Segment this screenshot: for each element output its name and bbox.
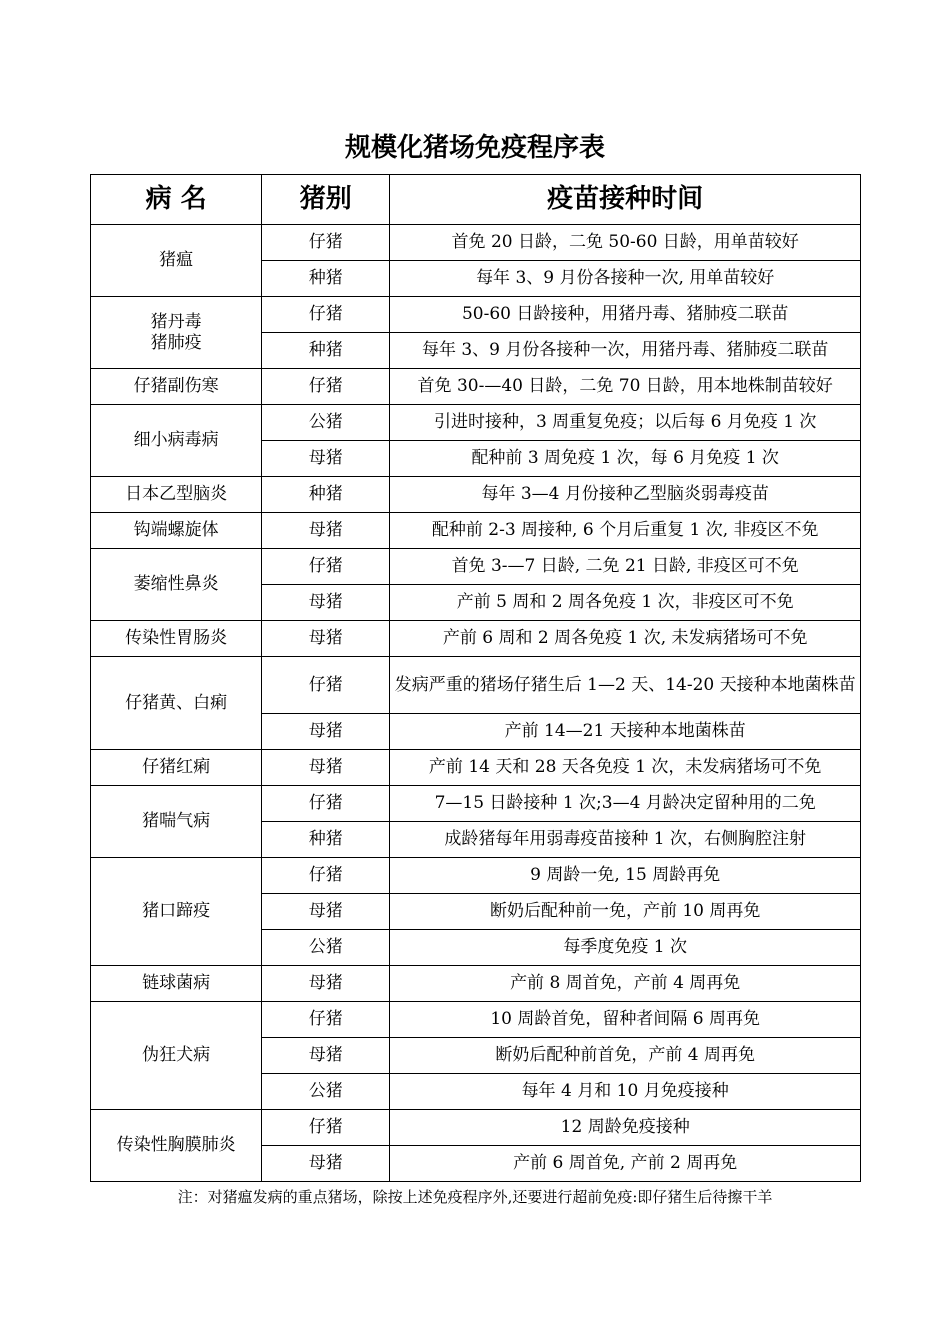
vaccination-time-cell: 9 周龄一免, 15 周龄再免 <box>390 858 861 894</box>
disease-name: 猪瘟 <box>159 250 194 270</box>
pig-type-cell: 种猪 <box>262 477 390 513</box>
disease-name: 猪丹毒 <box>150 311 202 332</box>
disease-name-cell <box>91 786 262 858</box>
pig-type-cell: 仔猪 <box>262 858 390 894</box>
page-title: 规模化猪场免疫程序表 <box>344 133 605 163</box>
vaccination-time-cell: 每年 3、9 月份各接种一次, 用单苗较好 <box>390 261 861 297</box>
vaccination-time-cell: 产前 6 周和 2 周各免疫 1 次, 未发病猪场可不免 <box>390 621 861 657</box>
pig-type-cell: 仔猪 <box>262 297 390 333</box>
pig-type-cell: 母猪 <box>262 714 390 750</box>
pig-type-cell: 母猪 <box>262 894 390 930</box>
vaccination-time-cell: 断奶后配种前一免，产前 10 周再免 <box>390 894 861 930</box>
immunization-table <box>90 174 861 1182</box>
pig-type-cell: 仔猪 <box>262 786 390 822</box>
pig-type-cell: 仔猪 <box>262 1002 390 1038</box>
vaccination-time-cell: 发病严重的猪场仔猪生后 1—2 天、14-20 天接种本地菌株苗 <box>390 657 861 714</box>
disease-name-cell <box>91 1110 262 1182</box>
disease-name: 萎缩性鼻炎 <box>133 574 219 594</box>
table-row <box>91 297 861 333</box>
table-row <box>91 369 861 405</box>
disease-name-cell <box>91 297 262 369</box>
pig-type-cell: 仔猪 <box>262 225 390 261</box>
table-row <box>91 225 861 261</box>
vaccination-time-cell: 成龄猪每年用弱毒疫苗接种 1 次，右侧胸腔注射 <box>390 822 861 858</box>
pig-type-cell: 母猪 <box>262 621 390 657</box>
disease-name-cell <box>91 858 262 966</box>
table-row <box>91 513 861 549</box>
vaccination-time-cell: 产前 14—21 天接种本地菌株苗 <box>390 714 861 750</box>
disease-name-cell <box>91 477 262 513</box>
header-vaccination-time: 疫苗接种时间 <box>390 175 861 225</box>
pig-type-cell: 母猪 <box>262 966 390 1002</box>
table-row <box>91 657 861 714</box>
table-row <box>91 786 861 822</box>
table-row <box>91 1002 861 1038</box>
pig-type-cell: 仔猪 <box>262 549 390 585</box>
disease-name-cell <box>91 621 262 657</box>
vaccination-time-cell: 断奶后配种前首免，产前 4 周再免 <box>390 1038 861 1074</box>
disease-name: 传染性胸膜肺炎 <box>116 1135 236 1155</box>
vaccination-time-cell: 产前 5 周和 2 周各免疫 1 次，非疫区可不免 <box>390 585 861 621</box>
vaccination-time-cell: 12 周龄免疫接种 <box>390 1110 861 1146</box>
vaccination-time-cell: 配种前 3 周免疫 1 次，每 6 月免疫 1 次 <box>390 441 861 477</box>
table-row <box>91 549 861 585</box>
table-row <box>91 477 861 513</box>
pig-type-cell: 仔猪 <box>262 1110 390 1146</box>
disease-name-cell <box>91 405 262 477</box>
pig-type-cell: 公猪 <box>262 405 390 441</box>
vaccination-time-cell: 7—15 日龄接种 1 次;3—4 月龄决定留种用的二免 <box>390 786 861 822</box>
disease-name: 仔猪红痢 <box>142 757 211 777</box>
pig-type-cell: 种猪 <box>262 261 390 297</box>
table-row <box>91 405 861 441</box>
header-disease: 病 名 <box>91 175 262 225</box>
vaccination-time-cell: 配种前 2-3 周接种, 6 个月后重复 1 次, 非疫区不免 <box>390 513 861 549</box>
table-row <box>91 750 861 786</box>
disease-name-cell <box>91 966 262 1002</box>
pig-type-cell: 母猪 <box>262 441 390 477</box>
vaccination-time-cell: 每年 3、9 月份各接种一次，用猪丹毒、猪肺疫二联苗 <box>390 333 861 369</box>
pig-type-cell: 公猪 <box>262 1074 390 1110</box>
vaccination-time-cell: 引进时接种，3 周重复免疫；以后每 6 月免疫 1 次 <box>390 405 861 441</box>
disease-name-cell <box>91 369 262 405</box>
disease-name: 伪狂犬病 <box>142 1045 211 1065</box>
disease-name: 猪口蹄疫 <box>142 901 211 921</box>
footnote: 注：对猪瘟发病的重点猪场，除按上述免疫程序外,还要进行超前免疫:即仔猪生后待擦干羊 <box>177 1188 773 1206</box>
disease-name: 猪肺疫 <box>150 332 202 353</box>
vaccination-time-cell: 产前 6 周首免, 产前 2 周再免 <box>390 1146 861 1182</box>
disease-name: 仔猪副伤寒 <box>133 376 219 396</box>
pig-type-cell: 仔猪 <box>262 657 390 714</box>
table-row <box>91 1110 861 1146</box>
disease-name: 链球菌病 <box>142 973 211 993</box>
disease-name: 日本乙型脑炎 <box>125 484 228 504</box>
vaccination-time-cell: 50-60 日龄接种，用猪丹毒、猪肺疫二联苗 <box>390 297 861 333</box>
pig-type-cell: 仔猪 <box>262 369 390 405</box>
disease-name-cell <box>91 513 262 549</box>
pig-type-cell: 种猪 <box>262 822 390 858</box>
pig-type-cell: 母猪 <box>262 1146 390 1182</box>
disease-name-cell <box>91 750 262 786</box>
vaccination-time-cell: 10 周龄首免，留种者间隔 6 周再免 <box>390 1002 861 1038</box>
table-row <box>91 858 861 894</box>
disease-name: 仔猪黄、白痢 <box>125 692 228 713</box>
pig-type-cell: 母猪 <box>262 585 390 621</box>
disease-name: 猪喘气病 <box>142 811 211 831</box>
pig-type-cell: 种猪 <box>262 333 390 369</box>
pig-type-cell: 公猪 <box>262 930 390 966</box>
disease-name-cell <box>91 225 262 297</box>
vaccination-time-cell: 每季度免疫 1 次 <box>390 930 861 966</box>
vaccination-time-cell: 产前 8 周首免，产前 4 周再免 <box>390 966 861 1002</box>
table-header-row <box>91 175 861 225</box>
vaccination-time-cell: 产前 14 天和 28 天各免疫 1 次，未发病猪场可不免 <box>390 750 861 786</box>
disease-name: 钩端螺旋体 <box>133 520 219 540</box>
disease-name: 传染性胃肠炎 <box>125 628 228 648</box>
vaccination-time-cell: 每年 3—4 月份接种乙型脑炎弱毒疫苗 <box>390 477 861 513</box>
pig-type-cell: 母猪 <box>262 750 390 786</box>
vaccination-time-cell: 首免 30-—40 日龄，二免 70 日龄，用本地株制苗较好 <box>390 369 861 405</box>
disease-name: 细小病毒病 <box>133 430 219 450</box>
table-row <box>91 621 861 657</box>
header-pig-type: 猪别 <box>262 175 390 225</box>
disease-name-cell <box>91 1002 262 1110</box>
table-row <box>91 966 861 1002</box>
pig-type-cell: 母猪 <box>262 513 390 549</box>
vaccination-time-cell: 首免 3-—7 日龄, 二免 21 日龄, 非疫区可不免 <box>390 549 861 585</box>
pig-type-cell: 母猪 <box>262 1038 390 1074</box>
disease-name-cell <box>91 549 262 621</box>
vaccination-time-cell: 每年 4 月和 10 月免疫接种 <box>390 1074 861 1110</box>
disease-name-cell <box>91 657 262 750</box>
table-body <box>91 225 861 1182</box>
vaccination-time-cell: 首免 20 日龄，二免 50-60 日龄，用单苗较好 <box>390 225 861 261</box>
